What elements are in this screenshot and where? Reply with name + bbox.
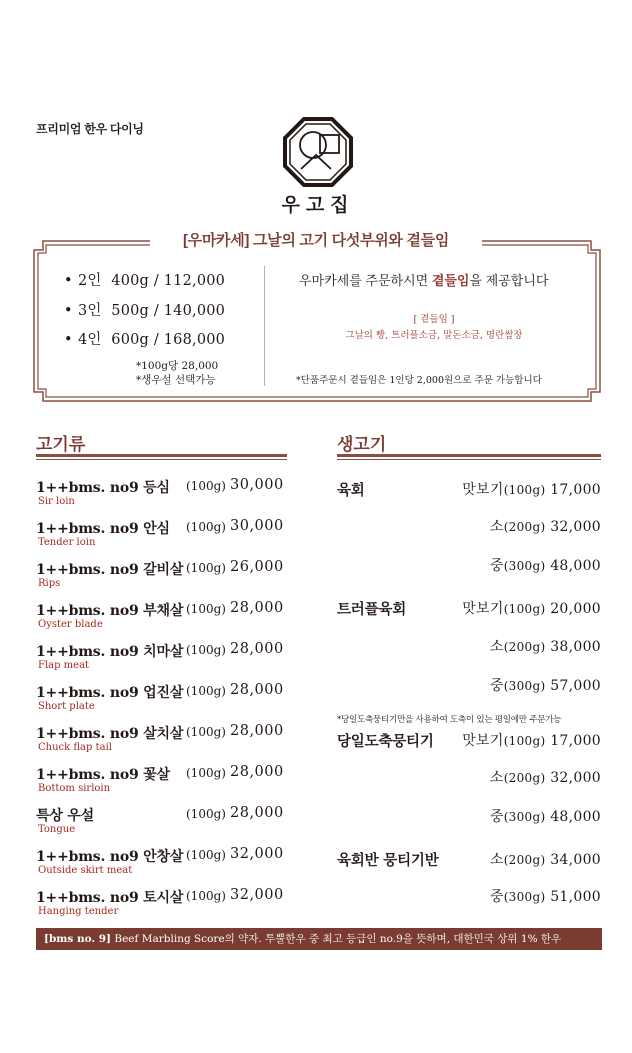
raw-item-name: 육회 [337, 482, 365, 499]
raw-price-row: 소(200g) 38,000 [489, 639, 601, 655]
meat-item-name: 1++bms. no9 치마살 [36, 644, 184, 660]
meat-item-price: 26,000 [230, 559, 284, 575]
meat-item-price: 28,000 [230, 805, 284, 821]
meat-item-name: 1++bms. no9 안창살 [36, 849, 184, 865]
omakase-title: [우마카세] 그날의 고기 다섯부위와 곁들임 [150, 229, 482, 250]
meat-item-english: Flap meat [38, 660, 90, 671]
box-divider [264, 266, 265, 386]
meat-item-name: 1++bms. no9 등심 [36, 480, 170, 496]
meat-item-gram: (100g) [186, 725, 226, 739]
meat-item-gram: (100g) [186, 889, 226, 903]
meat-item-english: Short plate [38, 701, 95, 712]
meat-item-name: 1++bms. no9 토시살 [36, 890, 184, 906]
sides-list: 그날의 빵, 트러플소금, 말돈소금, 명란쌈장 [345, 330, 523, 341]
meat-item-price: 32,000 [230, 887, 284, 903]
raw-item-name: 육회반 뭉티기반 [337, 852, 439, 869]
meat-item-gram: (100g) [186, 807, 226, 821]
meat-item-english: Tongue [38, 824, 76, 835]
raw-section-rule [337, 454, 601, 457]
raw-item-name: 트러플육회 [337, 601, 407, 618]
meat-item-price: 28,000 [230, 682, 284, 698]
meat-item-gram: (100g) [186, 643, 226, 657]
raw-price-row: 중(300g) 57,000 [489, 678, 601, 694]
raw-price-row: 중(300g) 48,000 [489, 558, 601, 574]
meat-item-name: 1++bms. no9 꽃살 [36, 767, 170, 783]
tagline: 프리미엄 한우 다이닝 [36, 122, 144, 136]
meat-item-price: 30,000 [230, 477, 284, 493]
raw-price-row: 소(200g) 32,000 [489, 770, 601, 786]
meat-item-price: 30,000 [230, 518, 284, 534]
raw-price-row: 소(200g) 34,000 [489, 852, 601, 868]
raw-price-row: 중(300g) 48,000 [489, 809, 601, 825]
order-note: *단품주문시 곁들임은 1인당 2,000원으로 주문 가능합니다 [296, 375, 542, 386]
meat-item-gram: (100g) [186, 848, 226, 862]
meat-item-price: 28,000 [230, 764, 284, 780]
bms-footer: [bms no. 9] Beef Marbling Score의 약자. 투뿔한우 중 최고 등급인 no.9을 뜻하며, 대한민국 상위 1% 한우 [36, 928, 602, 950]
raw-price-row: 맛보기(100g) 20,000 [462, 601, 601, 617]
meat-item-gram: (100g) [186, 602, 226, 616]
meat-section-rule [36, 459, 287, 460]
raw-price-row: 맛보기(100g) 17,000 [462, 733, 601, 749]
brand-name: 우고집 [281, 195, 355, 216]
tongue-note: *생우설 선택가능 [136, 374, 216, 386]
meat-item-name: 1++bms. no9 부채살 [36, 603, 184, 619]
raw-price-row: 맛보기(100g) 17,000 [462, 482, 601, 498]
raw-price-row: 소(200g) 32,000 [489, 519, 601, 535]
meat-item-english: Bottom sirloin [38, 783, 111, 794]
raw-price-row: 중(300g) 51,000 [489, 889, 601, 905]
meat-item-english: Tender loin [38, 537, 96, 548]
meat-item-gram: (100g) [186, 479, 226, 493]
meat-item-english: Outside skirt meat [38, 865, 133, 876]
raw-section-rule [337, 459, 601, 460]
meat-item-price: 28,000 [230, 641, 284, 657]
meat-item-name: 1++bms. no9 안심 [36, 521, 170, 537]
meat-item-price: 28,000 [230, 723, 284, 739]
course-item: • 2인 400g / 112,000 [64, 273, 226, 289]
meat-section-title: 고기류 [36, 435, 86, 454]
meat-item-gram: (100g) [186, 766, 226, 780]
raw-section-title: 생고기 [337, 435, 387, 454]
meat-item-gram: (100g) [186, 561, 226, 575]
meat-item-gram: (100g) [186, 520, 226, 534]
meat-item-english: Rips [38, 578, 61, 589]
meat-item-name: 특상 우설 [36, 808, 94, 824]
price-note: *100g당 28,000 [136, 360, 219, 372]
meat-item-gram: (100g) [186, 684, 226, 698]
raw-item-name: 당일도축뭉티기 [337, 733, 434, 750]
meat-item-price: 28,000 [230, 600, 284, 616]
meat-item-english: Sir loin [38, 496, 75, 507]
mungti-note: *당일도축뭉티기만을 사용하여 도축이 있는 평일에만 주문가능 [337, 715, 562, 725]
octagon-logo-icon [283, 117, 353, 187]
meat-item-name: 1++bms. no9 업진살 [36, 685, 184, 701]
meat-item-name: 1++bms. no9 갈비살 [36, 562, 184, 578]
omakase-description: 우마카세를 주문하시면 곁들임을 제공합니다 [299, 273, 549, 288]
meat-item-english: Hanging tender [38, 906, 119, 917]
meat-item-name: 1++bms. no9 살치살 [36, 726, 184, 742]
sides-title: [ 곁들임 ] [413, 314, 455, 325]
course-item: • 4인 600g / 168,000 [64, 332, 226, 348]
meat-section-rule [36, 454, 287, 457]
meat-item-english: Chuck flap tail [38, 742, 112, 753]
meat-item-price: 32,000 [230, 846, 284, 862]
course-item: • 3인 500g / 140,000 [64, 303, 226, 319]
meat-item-english: Oyster blade [38, 619, 103, 630]
